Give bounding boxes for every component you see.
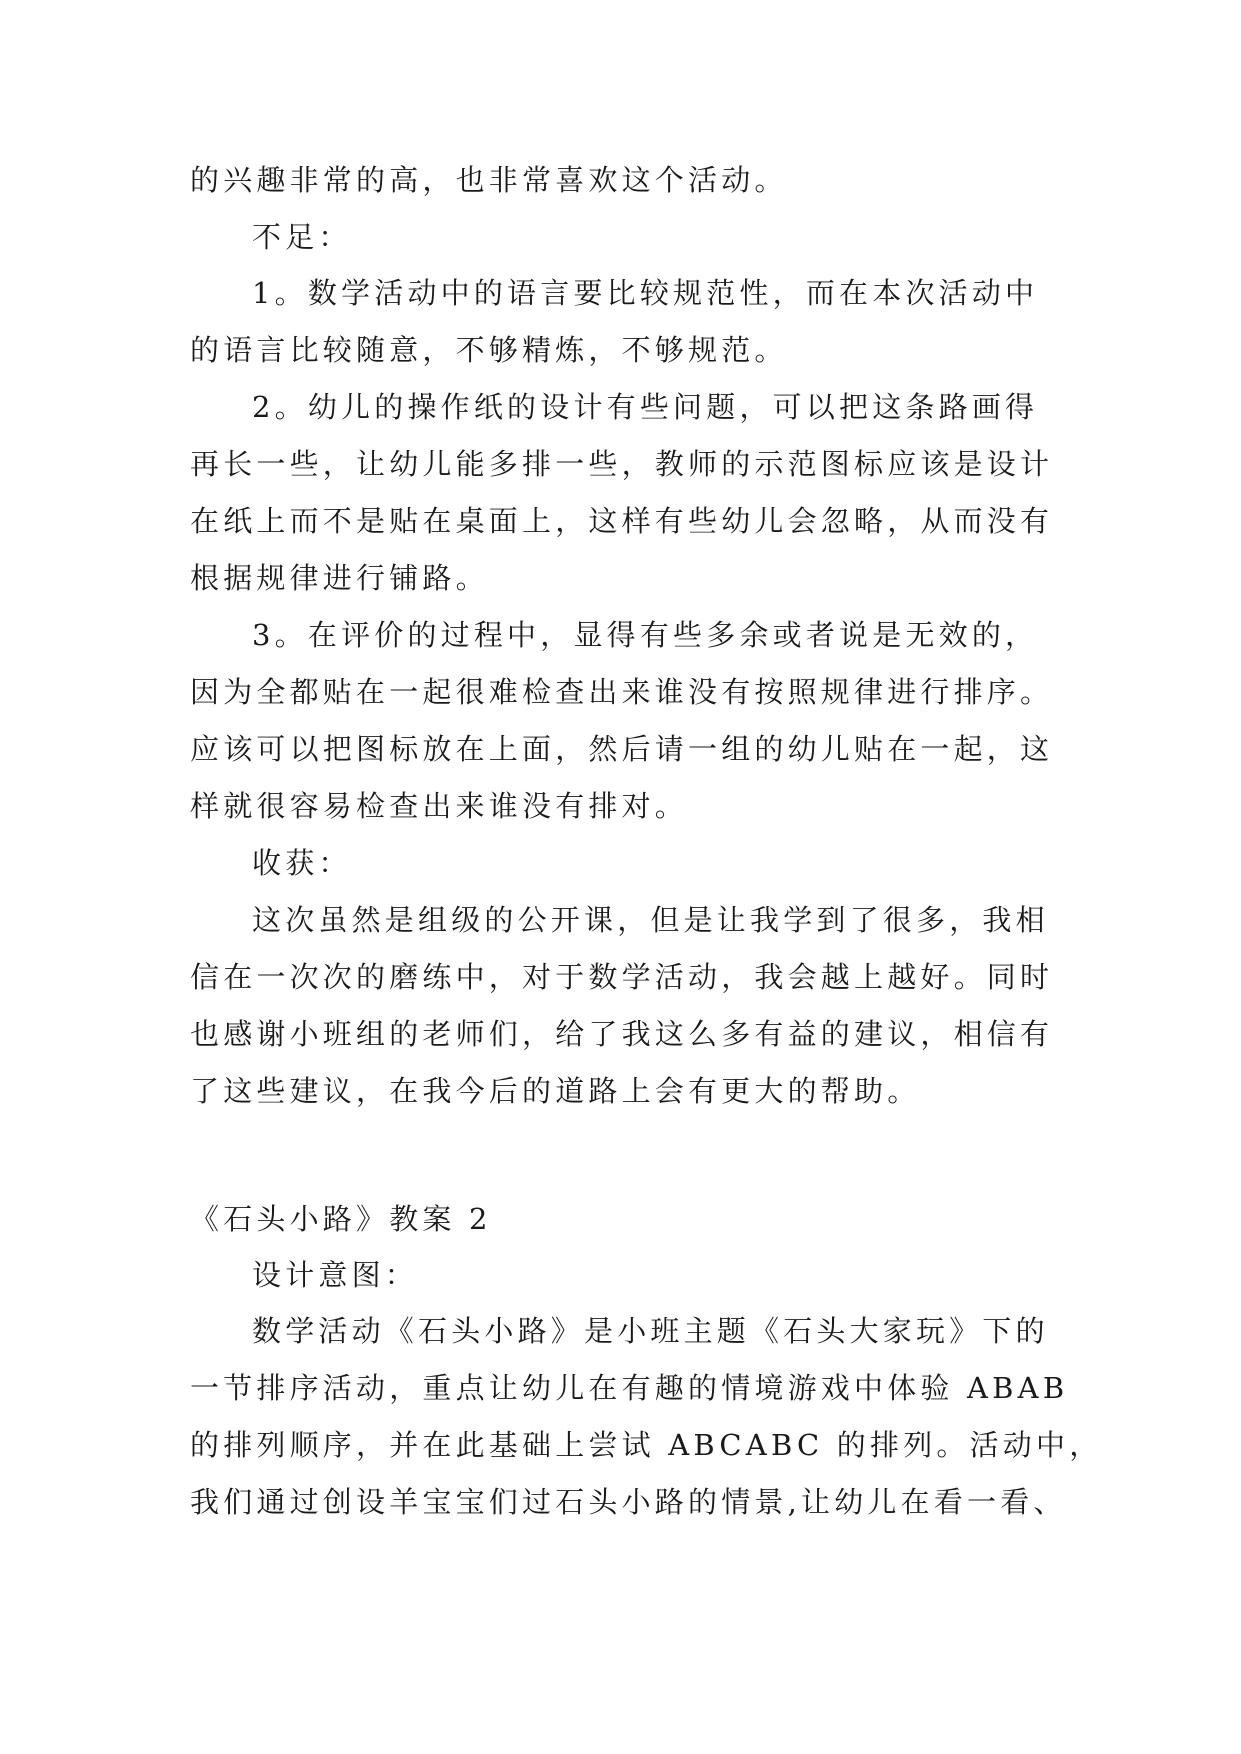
paragraph-line: 信在一次次的磨练中，对于数学活动，我会越上越好。同时 [190, 960, 1054, 994]
paragraph-line: 我们通过创设羊宝宝们过石头小路的情景,让幼儿在看一看、 [190, 1485, 1067, 1519]
paragraph-line: 在纸上而不是贴在桌面上，这样有些幼儿会忽略，从而没有 [190, 504, 1054, 538]
paragraph-line: 的语言比较随意，不够精炼，不够规范。 [190, 333, 788, 367]
paragraph-line: 的排列顺序，并在此基础上尝试 ABCABC 的排列。活动中， [190, 1428, 1103, 1462]
paragraph-line: 再长一些，让幼儿能多排一些，教师的示范图标应该是设计 [190, 447, 1054, 481]
paragraph-line: 3。在评价的过程中，显得有些多余或者说是无效的， [252, 618, 1039, 652]
paragraph-line: 因为全都贴在一起很难检查出来谁没有按照规律进行排序。 [190, 675, 1054, 709]
paragraph-line: 应该可以把图标放在上面，然后请一组的幼儿贴在一起，这 [190, 732, 1054, 766]
section-heading-design-intent: 设计意图： [252, 1258, 419, 1292]
paragraph-line: 这次虽然是组级的公开课，但是让我学到了很多，我相 [252, 903, 1049, 937]
paragraph-line: 数学活动《石头小路》是小班主题《石头大家玩》下的 [252, 1314, 1049, 1348]
paragraph-line: 也感谢小班组的老师们，给了我这么多有益的建议，相信有 [190, 1017, 1054, 1051]
paragraph-line: 的兴趣非常的高，也非常喜欢这个活动。 [190, 163, 788, 197]
paragraph-line: 一节排序活动，重点让幼儿在有趣的情境游戏中体验 ABAB [190, 1371, 1069, 1405]
paragraph-line: 1。数学活动中的语言要比较规范性，而在本次活动中 [252, 276, 1039, 310]
section-heading-gains: 收获： [252, 846, 352, 880]
paragraph-line: 2。幼儿的操作纸的设计有些问题，可以把这条路画得 [252, 390, 1039, 424]
lesson-plan-title: 《石头小路》教案 2 [190, 1202, 492, 1236]
paragraph-line: 样就很容易检查出来谁没有排对。 [190, 789, 689, 823]
section-heading-shortcomings: 不足： [252, 220, 352, 254]
paragraph-line: 根据规律进行铺路。 [190, 561, 489, 595]
paragraph-line: 了这些建议，在我今后的道路上会有更大的帮助。 [190, 1074, 921, 1108]
